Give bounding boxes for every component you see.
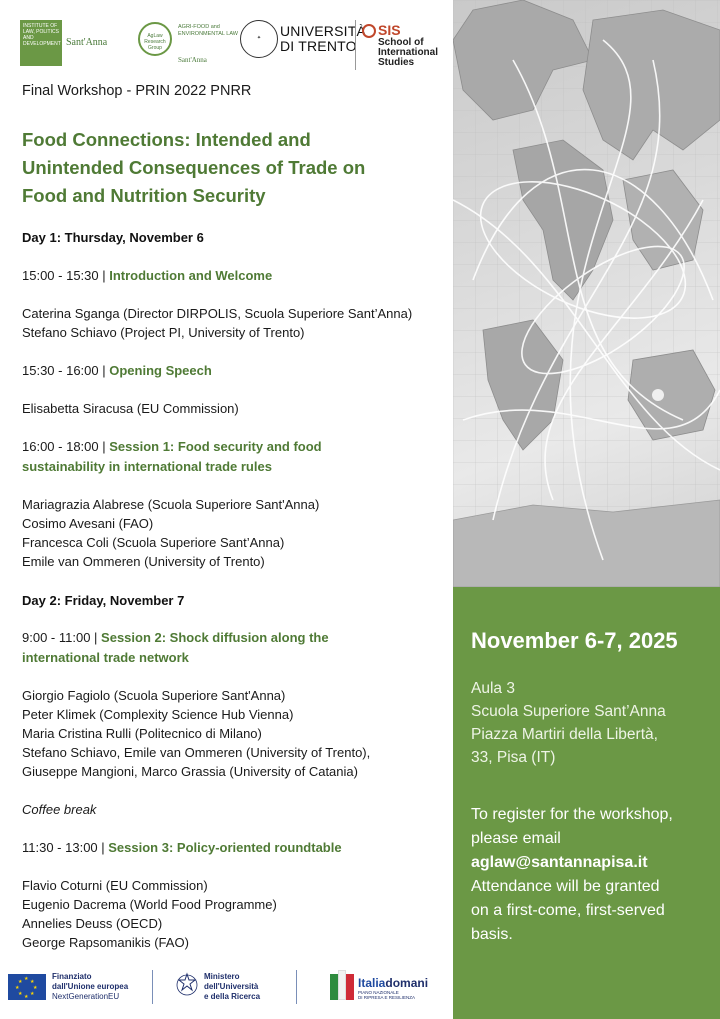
- italiadomani-wordmark: [358, 976, 428, 990]
- session-time: 16:00 - 18:00 |: [22, 439, 106, 454]
- speaker: Eugenio Dacrema (World Food Programme): [22, 897, 277, 912]
- session-time: 9:00 - 11:00 |: [22, 630, 98, 645]
- session-title: Session 3: Policy-oriented roundtable: [108, 840, 342, 855]
- eu-flag-icon: ★ ★ ★ ★ ★ ★ ★ ★: [8, 974, 46, 1000]
- day2-session-2: [22, 630, 329, 645]
- day2-session-3: [22, 840, 342, 855]
- venue-line2: Scuola Superiore Sant’Anna: [471, 703, 666, 720]
- footer-divider: [152, 970, 153, 1004]
- day2-label: Day 2: Friday, November 7: [22, 593, 185, 608]
- aglaw-logo-circle: AgLaw Research Group: [138, 22, 172, 56]
- speaker: Flavio Coturni (EU Commission): [22, 878, 208, 893]
- world-map-image: [453, 0, 720, 587]
- dirpolis-logo-name: Sant'Anna: [66, 37, 108, 48]
- sis-mark-icon: [362, 24, 376, 38]
- mur-logo: [176, 970, 286, 1006]
- world-map-graphic: [453, 0, 720, 587]
- session-time: 15:30 - 16:00 |: [22, 363, 106, 378]
- speaker: Elisabetta Siracusa (EU Commission): [22, 401, 239, 416]
- aglaw-logo-text: AGRI-FOOD and ENVIRONMENTAL LAW: [178, 24, 238, 37]
- sis-line2: International: [378, 47, 439, 58]
- day1-session-1: [22, 439, 322, 454]
- eu-line3: NextGenerationEU: [52, 992, 120, 1001]
- unitn-line2: DI TRENTO: [280, 38, 357, 54]
- italian-emblem-icon: [176, 972, 198, 998]
- dirpolis-logo: [20, 20, 120, 66]
- speaker: Stefano Schiavo (Project PI, University of Trento): [22, 325, 305, 340]
- domani-word: domani: [385, 976, 429, 990]
- footer-divider: [296, 970, 297, 1004]
- eu-line2: dall'Unione europea: [52, 982, 129, 991]
- dirpolis-logo-block: INSTITUTE OF LAW, POLITICS AND DEVELOPMENT: [20, 20, 62, 66]
- speaker: Stefano Schiavo, Emile van Ommeren (University of Trento),: [22, 745, 371, 760]
- session-title: Session 2: Shock diffusion along the: [101, 630, 329, 645]
- workshop-title-line1: Food Connections: Intended and: [22, 129, 311, 150]
- italy-flag-icon: [330, 970, 356, 1000]
- speaker: Caterina Sganga (Director DIRPOLIS, Scuola Superiore Sant’Anna): [22, 306, 413, 321]
- register-line1: To register for the workshop,: [471, 806, 673, 823]
- speaker: Giorgio Fagiolo (Scuola Superiore Sant'Anna): [22, 688, 286, 703]
- unitn-seal-icon: ✦: [240, 20, 278, 58]
- session-title: Opening Speech: [109, 363, 212, 378]
- session-title-cont: international trade network: [22, 650, 189, 665]
- italia-word: Italia: [358, 976, 386, 990]
- venue-line1: Aula 3: [471, 680, 515, 697]
- day1-session-opening: [22, 363, 212, 378]
- register-email-link[interactable]: aglaw@santannapisa.it: [471, 854, 648, 871]
- italiadomani-logo: [322, 970, 450, 1006]
- unitn-logo: [240, 20, 367, 66]
- aglaw-logo-santanna: Sant'Anna: [178, 56, 207, 64]
- speaker: Mariagrazia Alabrese (Scuola Superiore Sant'Anna): [22, 497, 320, 512]
- register-line3: Attendance will be granted: [471, 878, 660, 895]
- workshop-title-line3: Food and Nutrition Security: [22, 185, 266, 206]
- aglaw-logo: [138, 22, 248, 66]
- mur-line1: Ministero: [204, 972, 240, 981]
- coffee-break: Coffee break: [22, 802, 97, 817]
- session-time: 15:00 - 15:30 |: [22, 268, 106, 283]
- info-panel: [453, 587, 720, 1019]
- event-date: November 6-7, 2025: [471, 628, 678, 653]
- unitn-line1: UNIVERSITÀ: [280, 23, 367, 39]
- partner-logos: [20, 16, 445, 72]
- speaker: Peter Klimek (Complexity Science Hub Vienna): [22, 707, 294, 722]
- sis-logo-main: SIS: [378, 22, 401, 38]
- sis-line3: Studies: [378, 57, 415, 68]
- italiadomani-sub2: DI RIPRESA E RESILIENZA: [358, 995, 416, 1000]
- unitn-logo-text: [280, 24, 366, 54]
- sidebar: [453, 0, 720, 1019]
- workshop-kicker: Final Workshop - PRIN 2022 PNRR: [22, 83, 252, 99]
- session-title: Session 1: Food security and food: [109, 439, 322, 454]
- register-line5: basis.: [471, 926, 513, 943]
- day1-session-intro: [22, 268, 272, 283]
- sis-logo-text: [378, 38, 438, 68]
- speaker: Giuseppe Mangioni, Marco Grassia (University of Catania): [22, 764, 358, 779]
- mur-line3: e della Ricerca: [204, 992, 261, 1001]
- day1-label: Day 1: Thursday, November 6: [22, 230, 204, 245]
- italiadomani-sub1: PIANO NAZIONALE: [358, 990, 399, 995]
- venue-line4: 33, Pisa (IT): [471, 749, 556, 766]
- eu-line1: Finanziato: [52, 972, 92, 981]
- session-time: 11:30 - 13:00 |: [22, 840, 105, 855]
- workshop-title-line2: Unintended Consequences of Trade on: [22, 157, 366, 178]
- speaker: Cosimo Avesani (FAO): [22, 516, 154, 531]
- mur-line2: dell'Università: [204, 982, 259, 991]
- speaker: Francesca Coli (Scuola Superiore Sant’Anna): [22, 535, 285, 550]
- register-line4: on a first-come, first-served: [471, 902, 665, 919]
- session-title-cont: sustainability in international trade rules: [22, 459, 272, 474]
- speaker: George Rapsomanikis (FAO): [22, 935, 189, 950]
- eu-logo: [8, 970, 148, 1006]
- sis-line1: School of: [378, 37, 424, 48]
- funding-footer: [0, 960, 453, 1019]
- speaker: Emile van Ommeren (University of Trento): [22, 554, 265, 569]
- speaker: Annelies Deuss (OECD): [22, 916, 163, 931]
- register-line2: please email: [471, 830, 561, 847]
- session-title: Introduction and Welcome: [109, 268, 273, 283]
- speaker: Maria Cristina Rulli (Politecnico di Milano): [22, 726, 262, 741]
- venue-line3: Piazza Martiri della Libertà,: [471, 726, 658, 743]
- sis-logo: [355, 20, 452, 70]
